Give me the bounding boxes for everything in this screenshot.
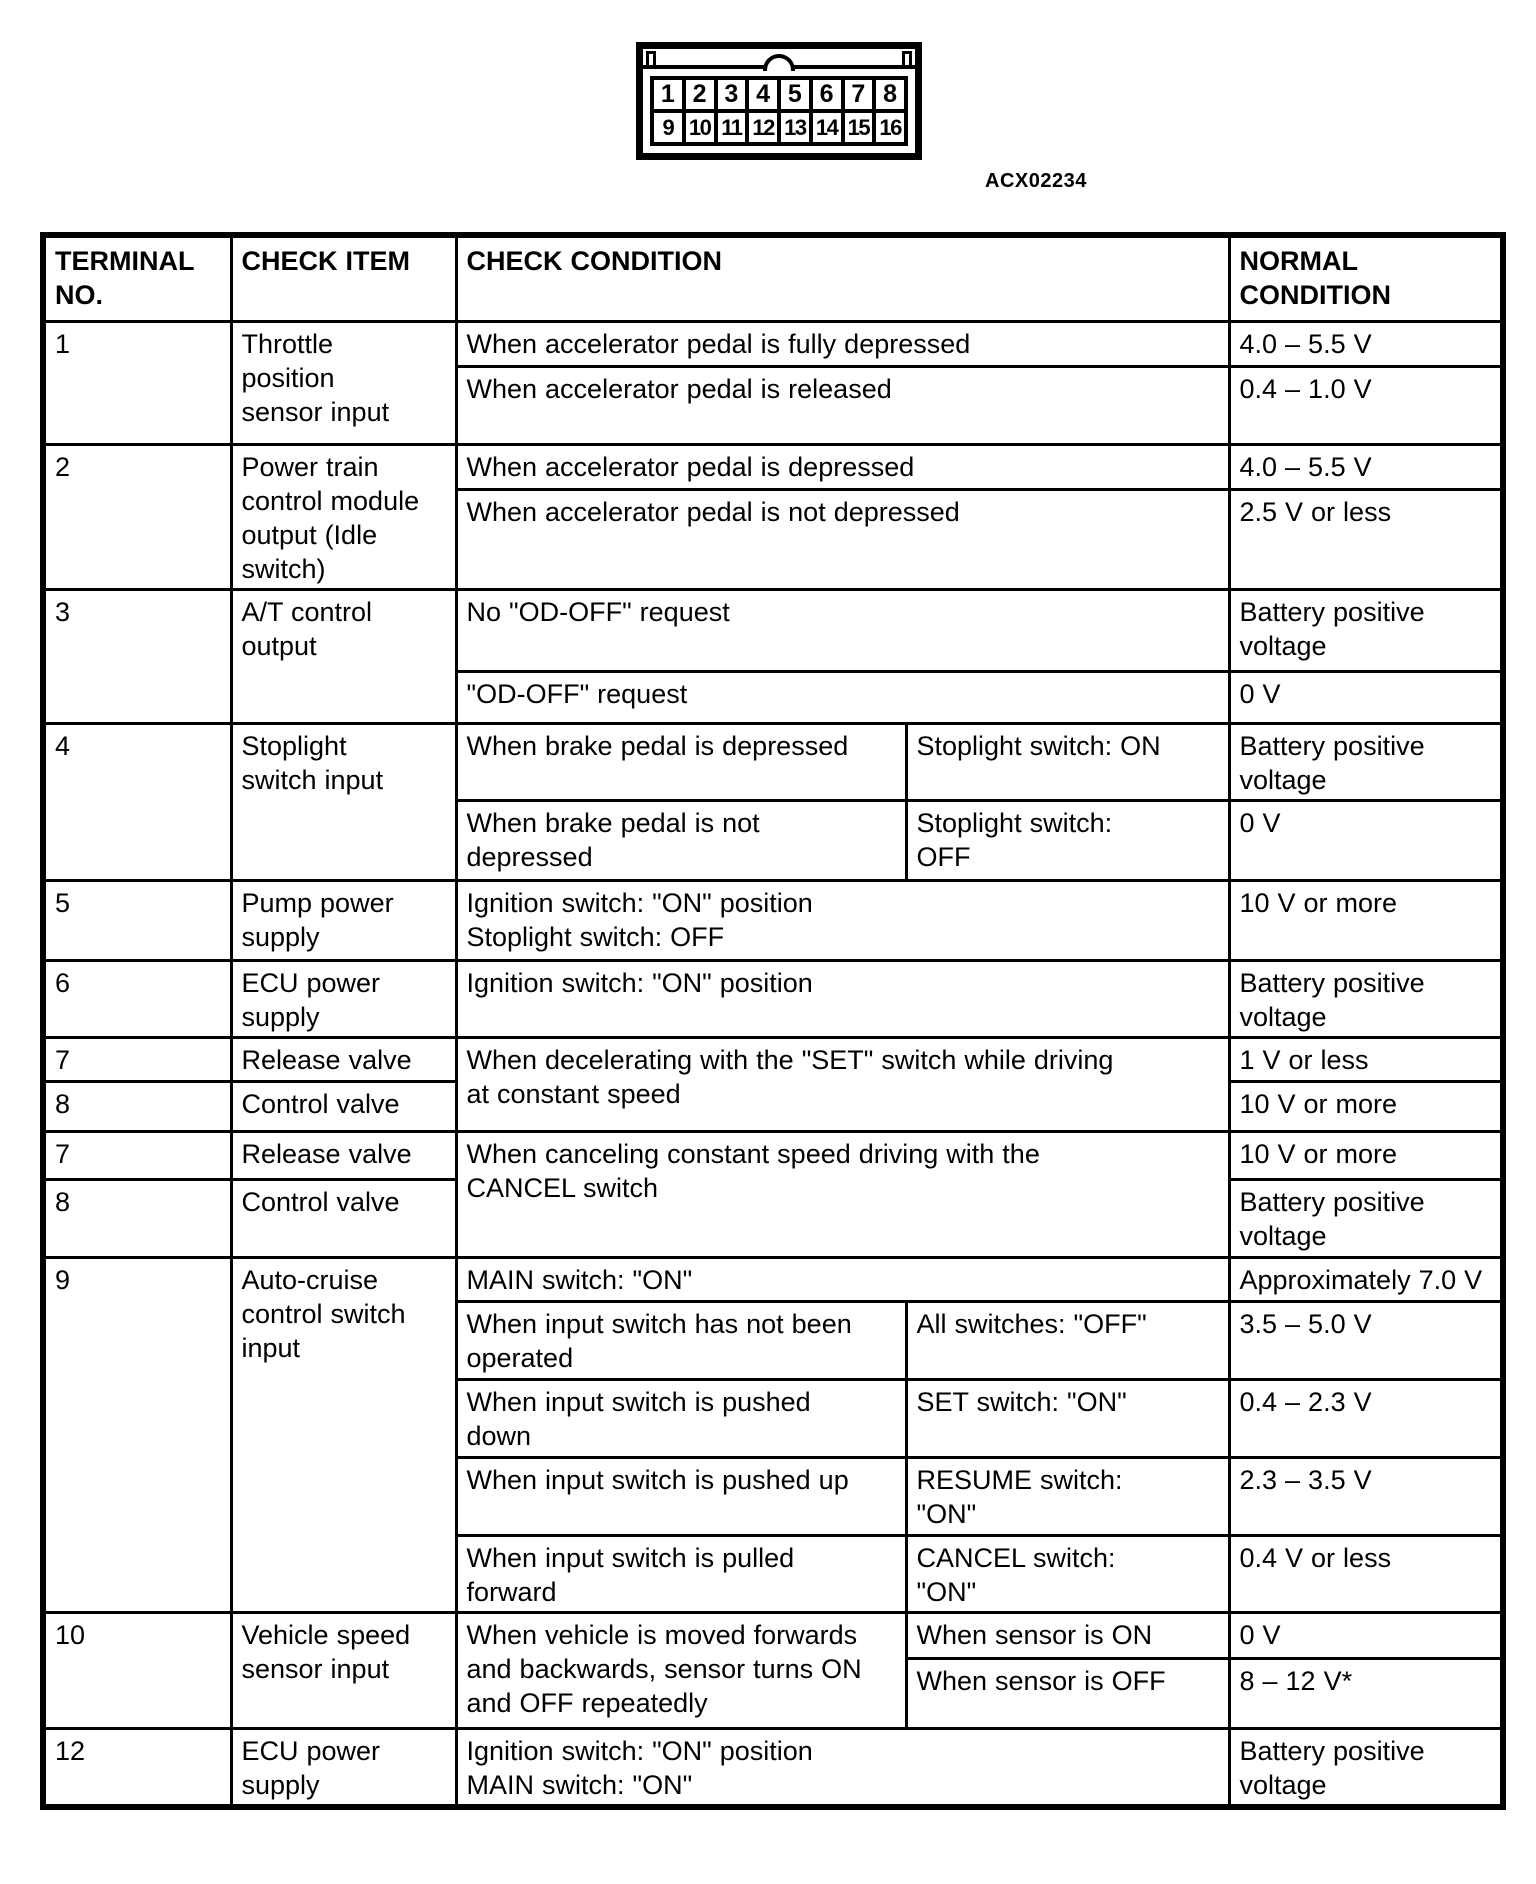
cell-terminal-no: 7	[43, 1037, 231, 1081]
cell-normal-condition: Battery positive voltage	[1229, 1179, 1503, 1257]
cell-check-condition: When decelerating with the "SET" switch while driving at constant speed	[456, 1037, 1229, 1131]
cell-check-condition: No "OD-OFF" request	[456, 589, 1229, 671]
cell-check-condition: When input switch is pushed up	[456, 1457, 906, 1535]
cell-normal-condition: 4.0 – 5.5 V	[1229, 321, 1503, 366]
connector-pin-7: 7	[845, 80, 873, 109]
cell-switch-state: SET switch: "ON"	[906, 1379, 1229, 1457]
cell-switch-state: When sensor is ON	[906, 1612, 1229, 1658]
cell-normal-condition: 0.4 V or less	[1229, 1535, 1503, 1612]
cell-normal-condition: Battery positive voltage	[1229, 589, 1503, 671]
cell-normal-condition: Battery positive voltage	[1229, 1728, 1503, 1807]
cell-normal-condition: 0 V	[1229, 800, 1503, 880]
connector-pin-13: 13	[781, 113, 809, 142]
connector-pin-4: 4	[749, 80, 777, 109]
cell-terminal-no: 9	[43, 1257, 231, 1612]
cell-check-condition: When accelerator pedal is released	[456, 366, 1229, 444]
header-check-item: CHECK ITEM	[231, 235, 456, 321]
cell-terminal-no: 5	[43, 880, 231, 960]
connector-pin-grid	[650, 76, 908, 146]
cell-switch-state: CANCEL switch: "ON"	[906, 1535, 1229, 1612]
cell-check-item: Throttle position sensor input	[231, 321, 456, 444]
cell-check-condition: When accelerator pedal is fully depressed	[456, 321, 1229, 366]
cell-check-condition: Ignition switch: "ON" position Stoplight switch: OFF	[456, 880, 1229, 960]
connector-pin-15: 15	[845, 113, 873, 142]
cell-normal-condition: 10 V or more	[1229, 1131, 1503, 1179]
cell-check-item: Vehicle speed sensor input	[231, 1612, 456, 1728]
cell-check-condition: When brake pedal is depressed	[456, 723, 906, 800]
cell-check-item: Auto-cruise control switch input	[231, 1257, 456, 1612]
connector-pin-1: 1	[654, 80, 682, 109]
connector-pin-9: 9	[654, 113, 682, 142]
cell-check-condition: When input switch is pulled forward	[456, 1535, 906, 1612]
cell-check-condition: When accelerator pedal is not depressed	[456, 489, 1229, 589]
cell-normal-condition: Approximately 7.0 V	[1229, 1257, 1503, 1301]
cell-normal-condition: 8 – 12 V*	[1229, 1658, 1503, 1728]
cell-switch-state: All switches: "OFF"	[906, 1301, 1229, 1379]
cell-normal-condition: 2.3 – 3.5 V	[1229, 1457, 1503, 1535]
cell-terminal-no: 7	[43, 1131, 231, 1179]
cell-normal-condition: 10 V or more	[1229, 880, 1503, 960]
cell-normal-condition: Battery positive voltage	[1229, 723, 1503, 800]
header-normal-condition: NORMAL CONDITION	[1229, 235, 1503, 321]
cell-check-condition: Ignition switch: "ON" position	[456, 960, 1229, 1037]
cell-terminal-no: 3	[43, 589, 231, 723]
cell-normal-condition: 4.0 – 5.5 V	[1229, 444, 1503, 489]
cell-terminal-no: 10	[43, 1612, 231, 1728]
connector-pin-2: 2	[686, 80, 714, 109]
cell-terminal-no: 2	[43, 444, 231, 589]
connector-pin-14: 14	[813, 113, 841, 142]
cell-check-item: ECU power supply	[231, 1728, 456, 1807]
connector-pin-5: 5	[781, 80, 809, 109]
connector-pin-10: 10	[686, 113, 714, 142]
cell-check-condition: "OD-OFF" request	[456, 671, 1229, 723]
cell-check-condition: Ignition switch: "ON" position MAIN switch: "ON"	[456, 1728, 1229, 1807]
header-terminal-no: TERMINAL NO.	[43, 235, 231, 321]
cell-normal-condition: 2.5 V or less	[1229, 489, 1503, 589]
cell-check-item: Release valve	[231, 1037, 456, 1081]
cell-normal-condition: 0.4 – 2.3 V	[1229, 1379, 1503, 1457]
cell-normal-condition: Battery positive voltage	[1229, 960, 1503, 1037]
cell-normal-condition: 10 V or more	[1229, 1081, 1503, 1131]
connector-pin-12: 12	[749, 113, 777, 142]
cell-check-item: Stoplight switch input	[231, 723, 456, 880]
cell-check-condition: When vehicle is moved forwards and backwards, sensor turns ON and OFF repeatedly	[456, 1612, 906, 1728]
cell-switch-state: Stoplight switch: ON	[906, 723, 1229, 800]
header-check-condition: CHECK CONDITION	[456, 235, 1229, 321]
cell-terminal-no: 6	[43, 960, 231, 1037]
cell-check-item: Pump power supply	[231, 880, 456, 960]
cell-check-condition: When accelerator pedal is depressed	[456, 444, 1229, 489]
connector-pin-16: 16	[876, 113, 904, 142]
figure-code-label: ACX02234	[985, 170, 1087, 192]
cell-check-item: Release valve	[231, 1131, 456, 1179]
connector-latch-bump	[763, 54, 795, 71]
cell-terminal-no: 1	[43, 321, 231, 444]
cell-normal-condition: 0 V	[1229, 1612, 1503, 1658]
cell-check-item: Control valve	[231, 1081, 456, 1131]
connector-pin-3: 3	[718, 80, 746, 109]
cell-normal-condition: 0 V	[1229, 671, 1503, 723]
connector-pin-11: 11	[718, 113, 746, 142]
cell-check-condition: When input switch is pushed down	[456, 1379, 906, 1457]
cell-check-item: A/T control output	[231, 589, 456, 723]
cell-terminal-no: 12	[43, 1728, 231, 1807]
cell-terminal-no: 4	[43, 723, 231, 880]
cell-check-condition: When input switch has not been operated	[456, 1301, 906, 1379]
connector-pin-8: 8	[876, 80, 904, 109]
cell-normal-condition: 3.5 – 5.0 V	[1229, 1301, 1503, 1379]
cell-check-condition: When canceling constant speed driving with the CANCEL switch	[456, 1131, 1229, 1257]
cell-normal-condition: 0.4 – 1.0 V	[1229, 366, 1503, 444]
connector-pin-6: 6	[813, 80, 841, 109]
cell-check-item: Power train control module output (Idle switch)	[231, 444, 456, 589]
cell-normal-condition: 1 V or less	[1229, 1037, 1503, 1081]
cell-check-item: Control valve	[231, 1179, 456, 1257]
cell-terminal-no: 8	[43, 1081, 231, 1131]
cell-switch-state: RESUME switch: "ON"	[906, 1457, 1229, 1535]
cell-switch-state: Stoplight switch: OFF	[906, 800, 1229, 880]
cell-check-condition: MAIN switch: "ON"	[456, 1257, 1229, 1301]
cell-switch-state: When sensor is OFF	[906, 1658, 1229, 1728]
terminal-check-table	[40, 232, 1506, 1810]
cell-terminal-no: 8	[43, 1179, 231, 1257]
cell-check-condition: When brake pedal is not depressed	[456, 800, 906, 880]
connector-diagram	[636, 42, 922, 160]
cell-check-item: ECU power supply	[231, 960, 456, 1037]
